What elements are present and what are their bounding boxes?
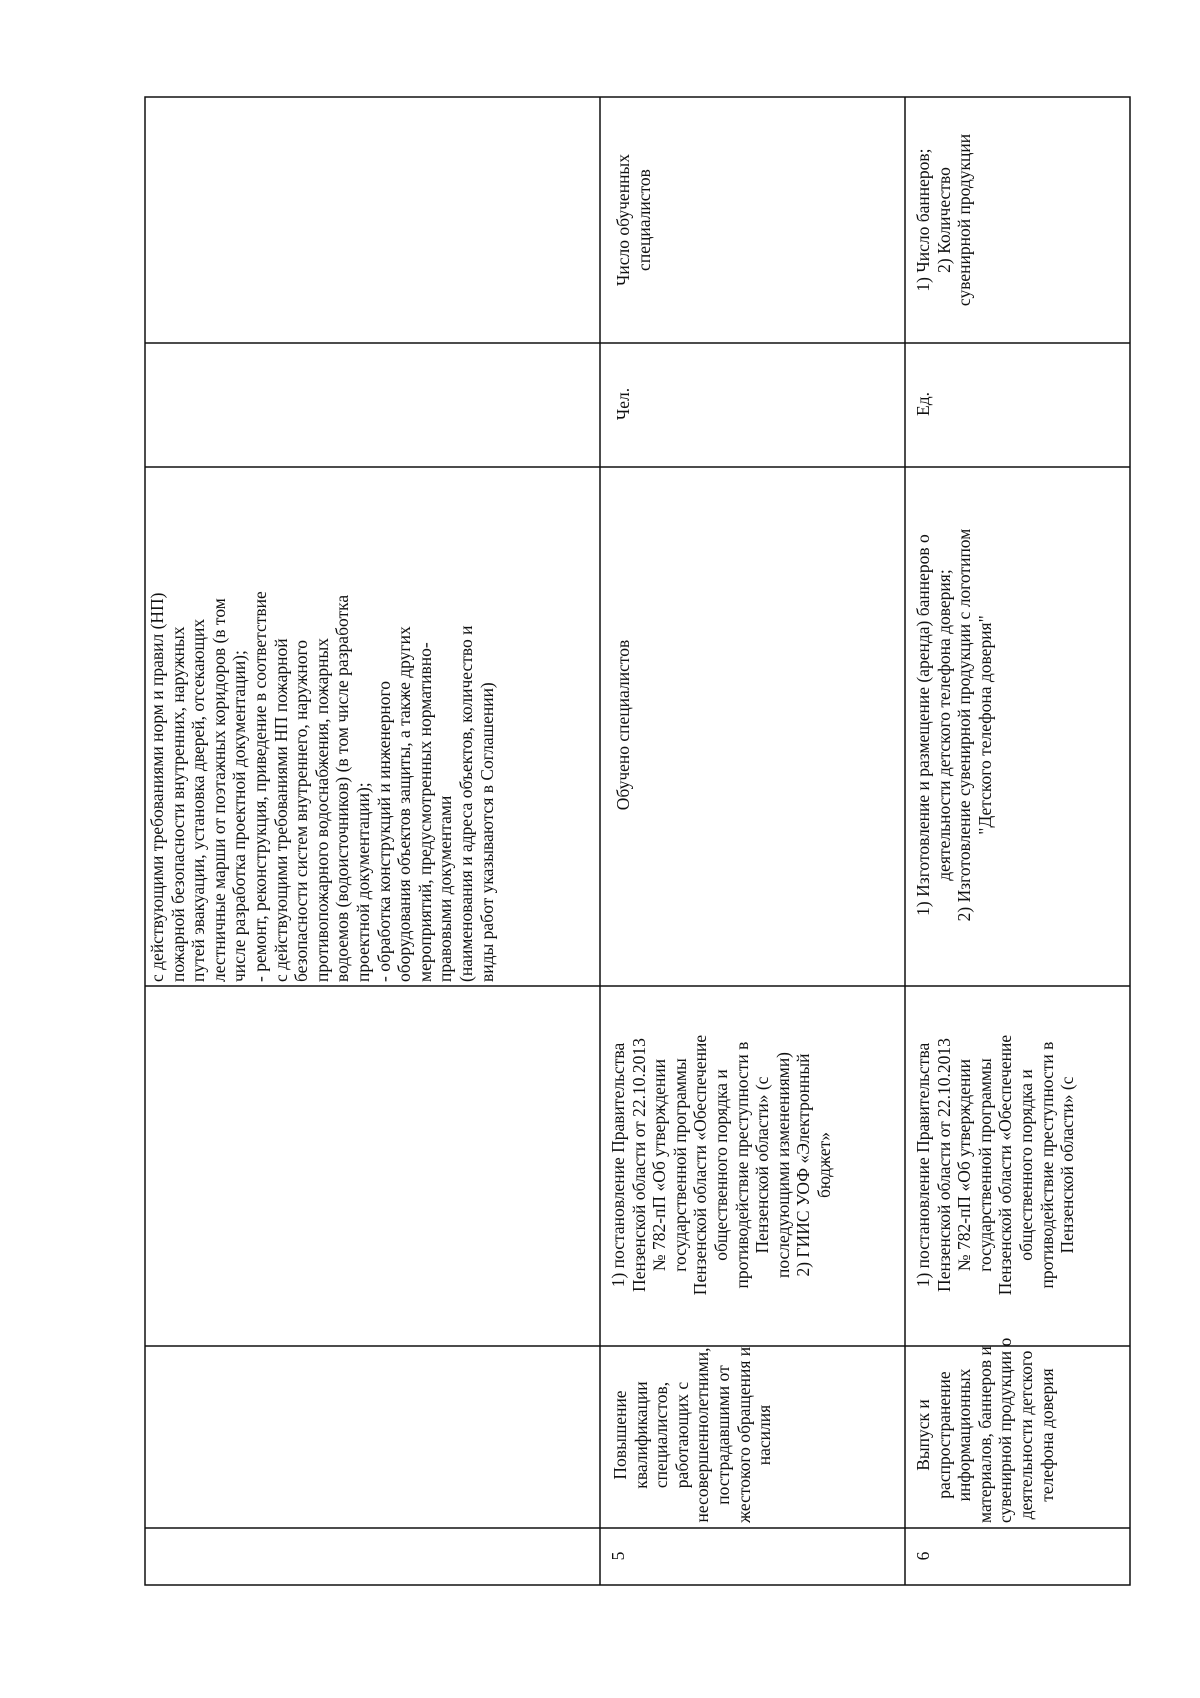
- cell-line: проектной документации);: [352, 782, 373, 982]
- row-continuation-measures: [147, 472, 497, 982]
- cell-line: числе разработка проектной документации);: [229, 650, 250, 982]
- cell-line: 1) постановление Правительства: [608, 1042, 628, 1288]
- cell-line: квалификации: [630, 1381, 651, 1489]
- row5-measures: [613, 468, 634, 982]
- cell-line: с действующими требованиями НП пожарной: [270, 638, 291, 982]
- row6-unit: [913, 344, 934, 464]
- cell-line: мероприятий, предусмотренных нормативно-: [414, 642, 435, 982]
- cell-line: работающих с: [671, 1381, 692, 1489]
- cell-line: сувенирной продукции о: [995, 1337, 1016, 1523]
- cell-line: Повышение: [610, 1390, 630, 1480]
- row6-basis: [913, 987, 1078, 1343]
- row5-indicator: [613, 100, 654, 340]
- cell-line: Пензенской области» (с: [1057, 1076, 1078, 1254]
- cell-line: специалистов: [633, 169, 654, 271]
- cell-line: "Детского телефона доверия": [974, 615, 995, 835]
- cell-line: телефона доверия: [1036, 1368, 1057, 1502]
- row5-number-text: 5: [608, 1551, 628, 1561]
- cell-line: 1) постановление Правительства: [913, 1042, 933, 1288]
- cell-line: последующими изменениями): [772, 1051, 793, 1279]
- cell-line: 2) Изготовление сувенирной продукции с логотипом: [954, 528, 975, 922]
- cell-line: общественного порядка и: [710, 1069, 731, 1261]
- cell-line: виды работ указываются в Соглашении): [476, 682, 497, 982]
- cell-line: общественного порядка и: [1015, 1069, 1036, 1261]
- cell-line: Пензенской области» (с: [752, 1076, 773, 1254]
- cell-line: - обработка конструкций и инженерного: [373, 680, 394, 982]
- cell-line: бюджет»: [813, 1131, 834, 1199]
- cell-line: № 782-пП «Об утверждении: [954, 1058, 975, 1272]
- cell-line: 2) ГИИС УОФ «Электронный: [793, 1053, 814, 1277]
- row5-basis: [608, 987, 835, 1343]
- cell-line: с действующими требованиями норм и правил (НП): [147, 592, 167, 982]
- cell-line: сувенирной продукции: [954, 133, 975, 307]
- cell-line: оборудования объектов защиты, а также других: [394, 626, 415, 982]
- cell-line: распространение: [933, 1371, 954, 1499]
- row5-unit: [613, 344, 634, 464]
- cell-line: безопасности систем внутреннего, наружного: [291, 640, 312, 982]
- cell-line: Пензенской области от 22.10.2013: [628, 1038, 649, 1292]
- cell-line: 2) Количество: [933, 167, 954, 273]
- cell-line: насилия: [754, 1404, 775, 1466]
- cell-line: Пензенской области «Обеспечение: [995, 1034, 1016, 1296]
- row6-unit-text: Ед.: [913, 392, 933, 416]
- cell-line: специалистов,: [651, 1381, 672, 1489]
- cell-line: информационных: [954, 1368, 975, 1502]
- cell-line: противодействие преступности в: [731, 1041, 752, 1289]
- cell-line: пострадавшими от: [712, 1365, 733, 1505]
- cell-line: лестничные марши от поэтажных коридоров (в том: [208, 598, 229, 982]
- cell-line: жестокого обращения и: [733, 1346, 754, 1523]
- cell-line: Выпуск и: [913, 1399, 933, 1471]
- cell-line: (наименования и адреса объектов, количество и: [455, 625, 476, 982]
- row6-number-text: 6: [913, 1551, 933, 1561]
- cell-line: материалов, баннеров и: [974, 1346, 995, 1523]
- cell-line: Пензенской области «Обеспечение: [690, 1034, 711, 1296]
- row5-name: [610, 1347, 775, 1523]
- row5-number: [608, 1532, 629, 1580]
- cell-line: Пензенской области от 22.10.2013: [933, 1038, 954, 1292]
- cell-line: деятельности детского телефона доверия;: [933, 569, 954, 881]
- cell-line: государственной программы: [974, 1058, 995, 1272]
- cell-line: № 782-пП «Об утверждении: [649, 1058, 670, 1272]
- cell-line: путей эвакуации, установка дверей, отсекающих: [188, 618, 209, 982]
- cell-line: 1) Число баннеров;: [913, 148, 933, 292]
- cell-line: противопожарного водоснабжения, пожарных: [311, 638, 332, 982]
- row6-indicator: [913, 100, 975, 340]
- cell-line: государственной программы: [669, 1058, 690, 1272]
- cell-line: правовыми документами: [435, 795, 456, 982]
- cell-line: пожарной безопасности внутренних, наружных: [167, 626, 188, 982]
- row6-name: [913, 1337, 1057, 1523]
- cell-line: деятельности детского: [1015, 1350, 1036, 1520]
- cell-line: Обучено специалистов: [613, 639, 633, 811]
- row6-measures: [913, 468, 995, 982]
- row5-unit-text: Чел.: [613, 387, 633, 421]
- cell-line: несовершеннолетними,: [692, 1347, 713, 1523]
- cell-line: Число обученных: [613, 154, 633, 286]
- cell-line: противодействие преступности в: [1036, 1041, 1057, 1289]
- cell-line: водоемов (водоисточников) (в том числе разработка: [332, 594, 353, 982]
- cell-line: - ремонт, реконструкция, приведение в соответствие: [249, 591, 270, 982]
- row6-number: [913, 1532, 934, 1580]
- cell-line: 1) Изготовление и размещение (аренда) баннеров о: [913, 534, 933, 916]
